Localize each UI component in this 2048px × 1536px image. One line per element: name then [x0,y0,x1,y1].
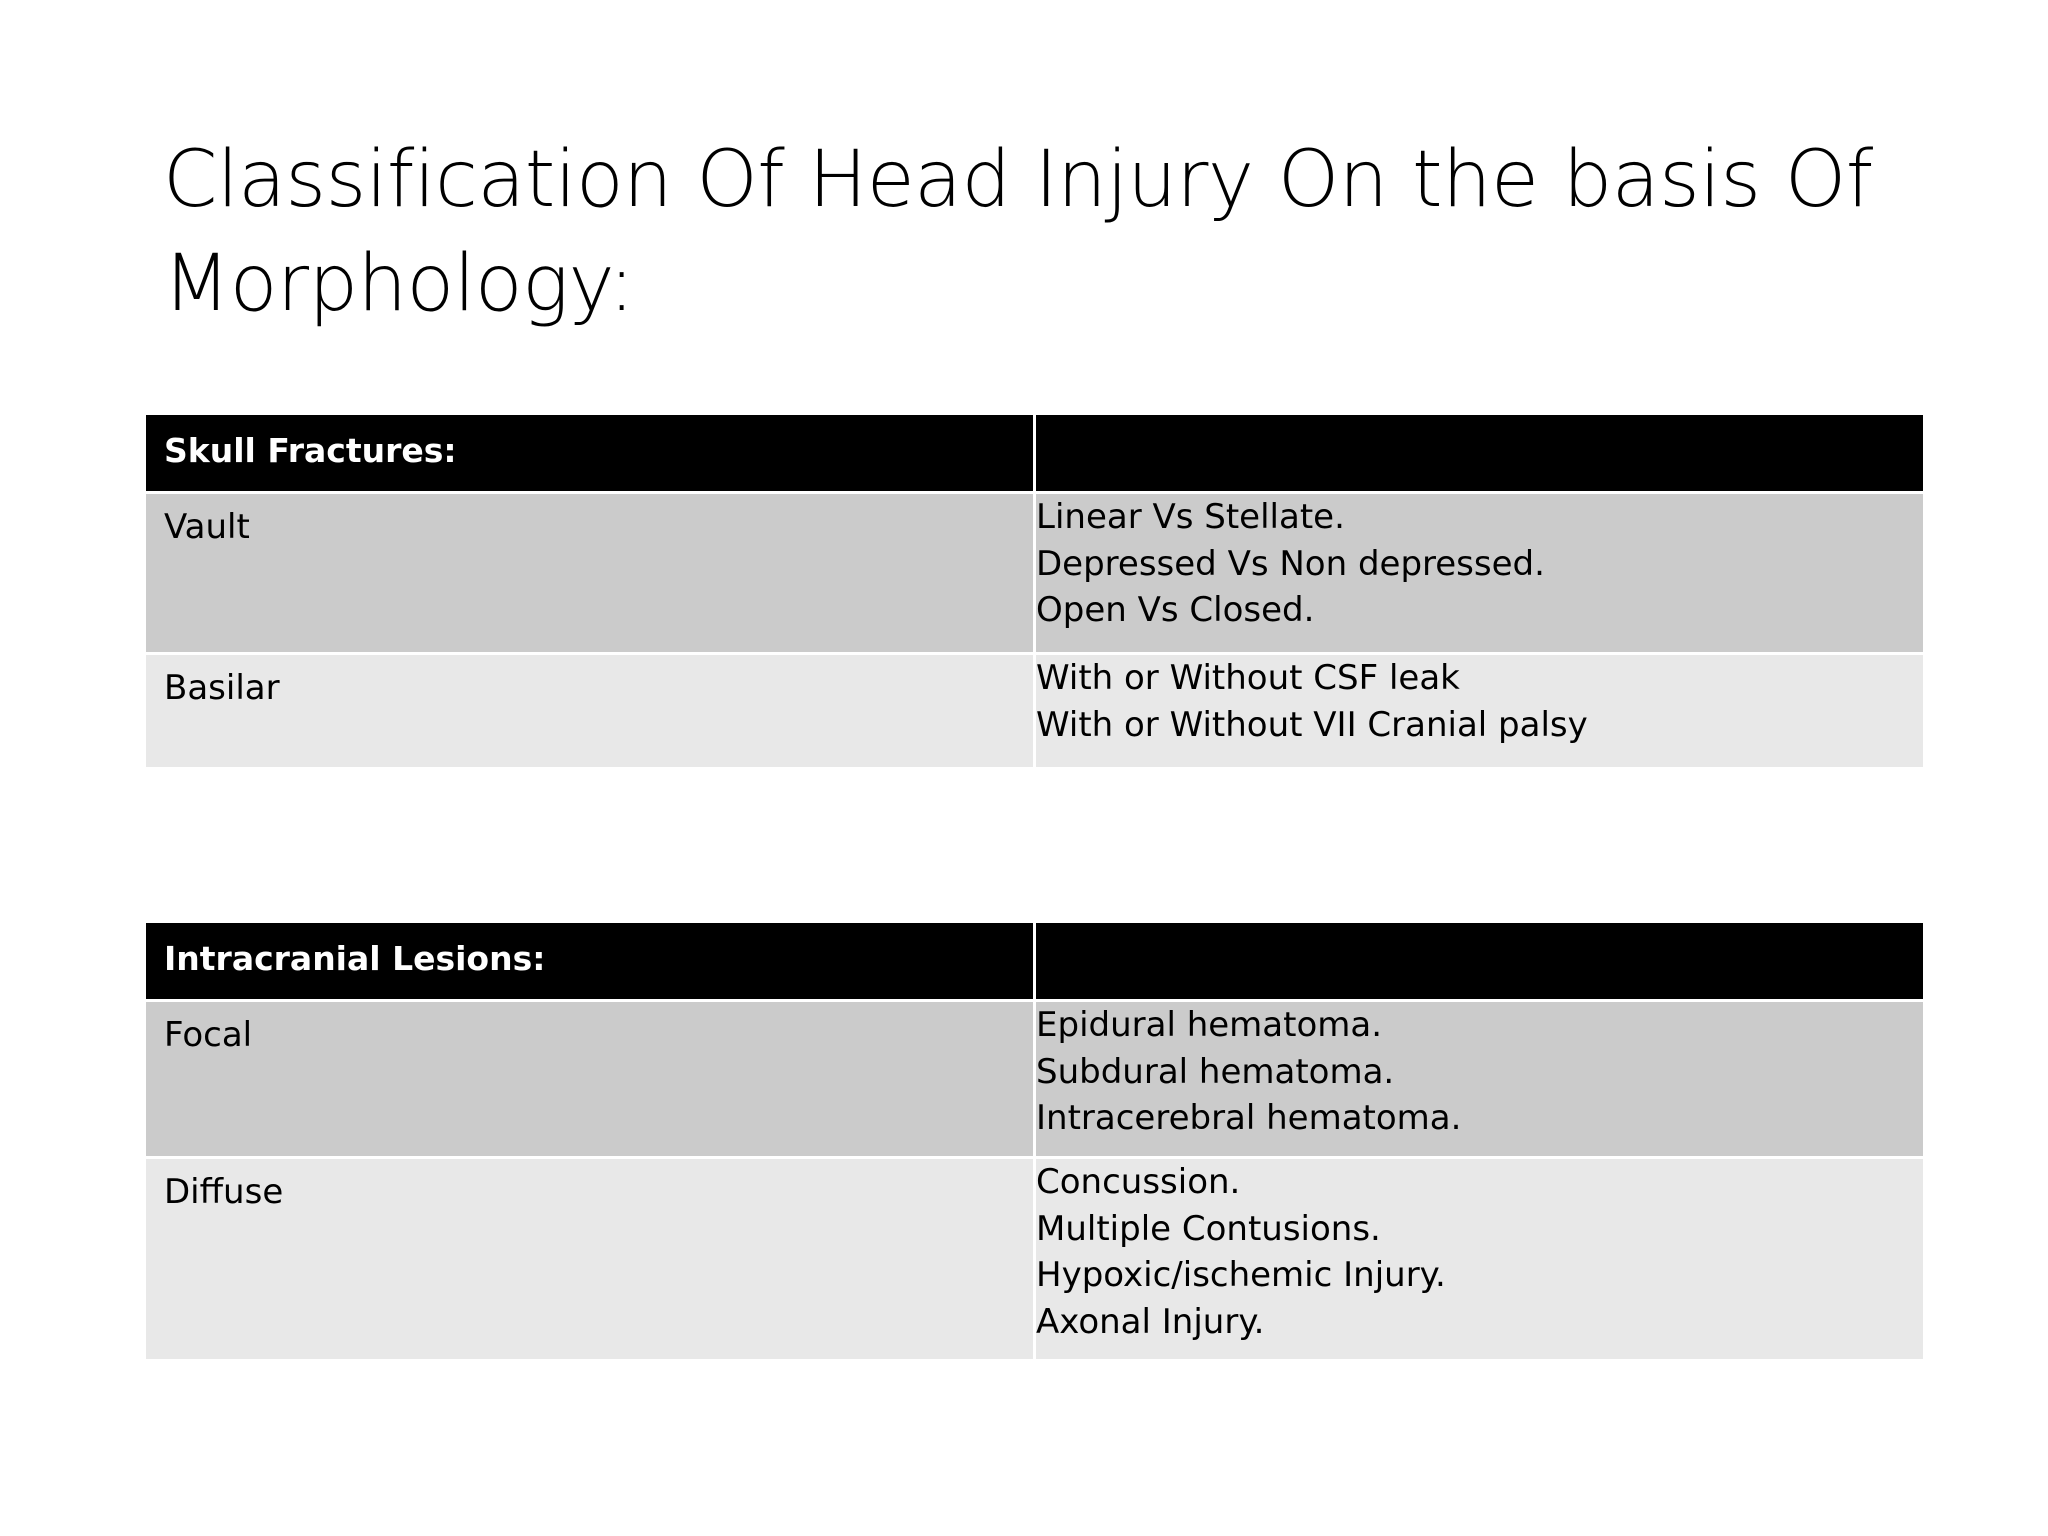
row-label: Basilar [164,668,280,708]
page-title [163,128,1923,336]
detail-line: Depressed Vs Non depressed. [1036,543,1545,584]
table-row [145,654,1925,769]
row-label-cell [145,493,1035,654]
detail-line: Subdural hematoma. [1036,1051,1395,1092]
table-header-cell-empty [1035,414,1925,493]
detail-line: Hypoxic/ischemic Injury. [1036,1255,1446,1295]
detail-line: Epidural hematoma. [1036,1005,1383,1045]
table-row [145,493,1925,654]
table-row [145,1158,1925,1361]
title-line-2: Morphology: [163,239,635,329]
detail-line: Intracerebral hematoma. [1036,1098,1462,1138]
row-label: Vault [164,507,250,547]
row-details-cell [1035,1158,1925,1361]
row-details-cell [1035,493,1925,654]
table-header-label: Intracranial Lesions: [164,939,546,978]
detail-line: Linear Vs Stellate. [1036,497,1345,537]
detail-line: With or Without VII Cranial palsy [1036,704,1588,745]
intracranial-lesions-table [143,920,1926,1362]
detail-line: With or Without CSF leak [1036,658,1460,698]
skull-fractures-table [143,412,1926,770]
detail-line: Axonal Injury. [1036,1301,1265,1342]
detail-line: Open Vs Closed. [1036,590,1315,630]
table-header-cell-empty [1035,922,1925,1001]
table-header-cell [145,922,1035,1001]
table-row [145,1001,1925,1158]
row-label: Diffuse [164,1172,284,1212]
row-details-cell [1035,1001,1925,1158]
table-header-label: Skull Fractures: [164,431,457,470]
row-label-cell [145,1158,1035,1361]
row-details-cell [1035,654,1925,769]
table-header-row [145,922,1925,1001]
row-label-cell [145,654,1035,769]
title-line-1: Classification Of Head Injury On the basis Of [163,135,1873,225]
detail-line: Concussion. [1036,1162,1241,1202]
detail-line: Multiple Contusions. [1036,1208,1381,1249]
row-label: Focal [164,1015,253,1055]
table-header-row [145,414,1925,493]
table-header-cell [145,414,1035,493]
row-label-cell [145,1001,1035,1158]
